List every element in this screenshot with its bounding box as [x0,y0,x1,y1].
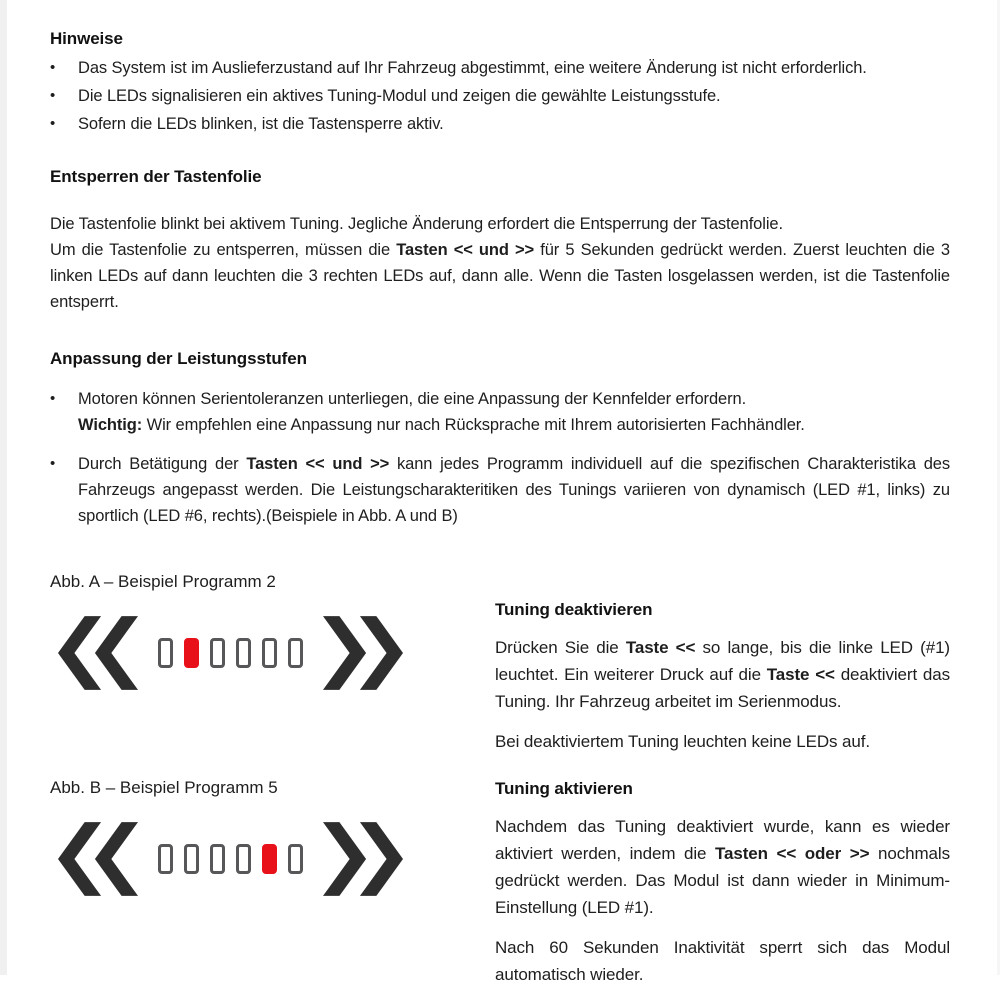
anpassung-bullet-2-text: Durch Betätigung der Tasten << und >> kann jedes Programm individuell auf die spezifischen Charakteristika des Fahrzeugs angepasst werden. Die Leistungscharakteritiken des Tunings variieren von dynamisch (LED #1, links) zu sportlich (LED #6, rechts).(Beispiele in Abb. A und B) [78,455,951,525]
double-chevron-right-icon [323,822,403,896]
led-3 [210,844,225,874]
led-2-active [184,638,199,668]
tasten-bold: Tasten << oder >> [714,844,870,863]
entsperren-heading: Entsperren der Tastenfolie [50,167,262,186]
figure-b-led-row [158,844,303,874]
aktivieren-heading: Tuning aktivieren [495,779,633,798]
manual-page [50,28,950,1001]
led-5-active [262,844,277,874]
figure-b-label: Abb. B – Beispiel Programm 5 [50,778,278,797]
section-hinweise [50,28,950,137]
section-entsperren [50,166,950,315]
figures-column [50,571,495,1001]
bullet-icon: • [50,390,56,407]
hinweise-bullet-1-text: Das System ist im Auslieferzustand auf Ihr Fahrzeug abgestimmt, eine weitere Änderung ist nicht erforderlich. [78,59,867,77]
hinweise-heading: Hinweise [50,29,123,48]
hinweise-bullet-3 [50,111,950,137]
deaktivieren-paragraph-2: Bei deaktiviertem Tuning leuchten keine LEDs auf. [495,732,870,751]
bullet-icon: • [50,87,56,104]
double-chevron-left-icon [58,616,138,690]
hinweise-bullet-2-text: Die LEDs signalisieren ein aktives Tuning-Modul und zeigen die gewählte Leistungsstufe. [78,87,721,105]
bullet-icon: • [50,115,56,132]
double-chevron-right-icon [323,616,403,690]
led-5 [262,638,277,668]
anpassung-heading: Anpassung der Leistungsstufen [50,349,307,368]
section-anpassung [50,348,950,529]
tasten-bold: Tasten << und >> [396,241,535,259]
aktivieren-paragraph-1: Nachdem das Tuning deaktiviert wurde, kann es wieder aktiviert werden, indem die Tasten << oder >> nochmals gedrückt werden. Das Modul ist dann wieder in Minimum-Einstellung (LED #1). [495,817,950,917]
bottom-area [50,571,950,1001]
hinweise-bullet-2 [50,83,950,109]
page-edge-shadow-left [0,0,7,975]
figure-b-led-display [58,822,403,896]
led-6 [288,844,303,874]
figure-a-led-display [58,616,403,690]
entsperren-line-2: Um die Tastenfolie zu entsperren, müssen die Tasten << und >> für 5 Sekunden gedrückt werden. Zuerst leuchten die 3 linken LEDs auf dann leuchten die 3 rechten LEDs auf, dann alle. Wenn die Tasten losgelassen werden, ist die Tastenfolie entsperrt. [50,241,951,311]
hinweise-bullet-1 [50,55,950,81]
anpassung-bullet-1 [50,386,950,438]
taste-bold: Taste << [766,665,835,684]
hinweise-bullet-3-text: Sofern die LEDs blinken, ist die Tastensperre aktiv. [78,115,444,133]
taste-bold: Taste << [625,638,696,657]
led-4 [236,638,251,668]
tasten-bold: Tasten << und >> [246,455,390,473]
entsperren-line-1: Die Tastenfolie blinkt bei aktivem Tuning. Jegliche Änderung erfordert die Entsperrung der Tastenfolie. [50,215,783,233]
aktivieren-paragraph-2: Nach 60 Sekunden Inaktivität sperrt sich das Modul automatisch wieder. [495,938,950,984]
figure-a-led-row [158,638,303,668]
bullet-icon: • [50,455,56,472]
right-column [495,571,950,1001]
led-1 [158,638,173,668]
led-2 [184,844,199,874]
wichtig-bold: Wichtig: [78,416,143,434]
led-6 [288,638,303,668]
led-1 [158,844,173,874]
double-chevron-left-icon [58,822,138,896]
bullet-icon: • [50,59,56,76]
figure-a-label: Abb. A – Beispiel Programm 2 [50,572,276,591]
deaktivieren-heading: Tuning deaktivieren [495,600,653,619]
anpassung-bullet-1-text: Motoren können Serientoleranzen unterliegen, die eine Anpassung der Kennfelder erfordern. Wichtig: Wir empfehlen eine Anpassung nur nach Rücksprache mit Ihrem autorisierten Fachhändler. [78,390,805,434]
entsperren-paragraph [50,211,950,315]
deaktivieren-paragraph-1: Drücken Sie die Taste << so lange, bis die linke LED (#1) leuchtet. Ein weiterer Druck auf die Taste << deaktiviert das Tuning. Ihr Fahrzeug arbeitet im Serienmodus. [495,638,950,711]
anpassung-bullet-2 [50,451,950,529]
led-3 [210,638,225,668]
led-4 [236,844,251,874]
